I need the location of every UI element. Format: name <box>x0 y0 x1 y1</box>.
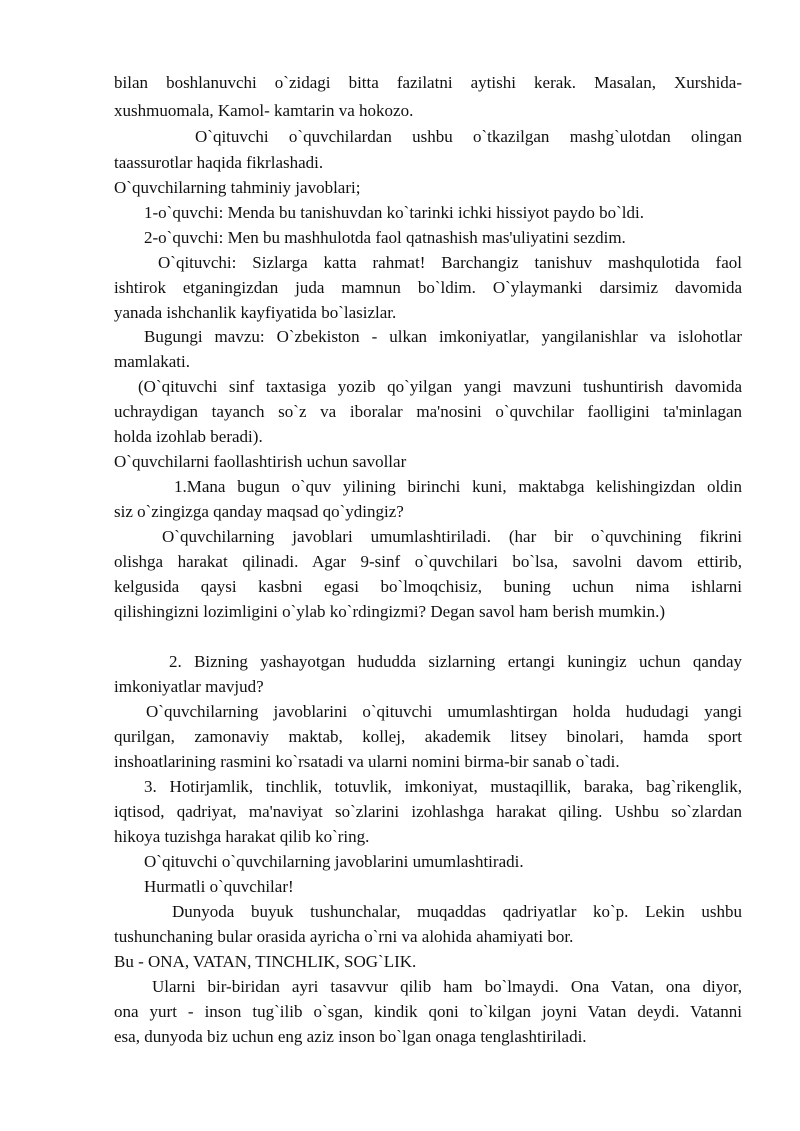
text-line: esa, dunyoda biz uchun eng aziz inson bo`lgan onaga tenglashtiriladi. <box>114 1027 587 1046</box>
text-line: Bugungi mavzu: O`zbekiston - ulkan imkoniyatlar, yangilanishlar va islohotlar <box>144 327 742 346</box>
text-line: 2. Bizning yashayotgan hududda sizlarning ertangi kuningiz uchun qanday <box>169 652 742 671</box>
text-line: (O`qituvchi sinf taxtasiga yozib qo`yilgan yangi mavzuni tushuntirish davomida <box>138 377 742 396</box>
text-line: O`quvchilarning javoblarini o`qituvchi umumlashtirgan holda hududagi yangi <box>146 702 742 721</box>
text-line: imkoniyatlar mavjud? <box>114 677 264 696</box>
text-line: tushunchaning bular orasida ayricha o`rni va alohida ahamiyati bor. <box>114 927 574 946</box>
text-line: yanada ishchanlik kayfiyatida bo`lasizlar. <box>114 303 397 322</box>
text-line: bilan boshlanuvchi o`zidagi bitta fazilatni aytishi kerak. Masalan, Xurshida- <box>114 73 742 92</box>
text-line: 1-o`quvchi: Menda bu tanishuvdan ko`tarinki ichki hissiyot paydo bo`ldi. <box>144 203 645 222</box>
text-line: iqtisod, qadriyat, ma'naviyat so`zlarini izohlashga harakat qiling. Ushbu so`zlardan <box>114 802 742 821</box>
text-line: xushmuomala, Kamol- kamtarin va hokozo. <box>114 101 414 120</box>
text-line: O`quvchilarni faollashtirish uchun savollar <box>114 452 407 471</box>
text-line: hikoya tuzishga harakat qilib ko`ring. <box>114 827 370 846</box>
text-line: qilishingizni lozimligini o`ylab ko`rdingizmi? Degan savol ham berish mumkin.) <box>114 602 665 621</box>
text-line: 3. Hotirjamlik, tinchlik, totuvlik, imkoniyat, mustaqillik, baraka, bag`rikenglik, <box>144 777 742 796</box>
text-line: O`qituvchi o`quvchilarning javoblarini umumlashtiradi. <box>144 852 524 871</box>
text-line: Dunyoda buyuk tushunchalar, muqaddas qadriyatlar ko`p. Lekin ushbu <box>172 902 742 921</box>
text-line: O`qituvchi: Sizlarga katta rahmat! Barchangiz tanishuv mashqulotida faol <box>158 253 742 272</box>
text-line: olishga harakat qilinadi. Agar 9-sinf o`quvchilari bo`lsa, savolni davom ettirib, <box>114 552 742 571</box>
text-line: 2-o`quvchi: Men bu mashhulotda faol qatnashish mas'uliyatini sezdim. <box>144 228 626 247</box>
text-line: taassurotlar haqida fikrlashadi. <box>114 153 324 172</box>
text-line: O`quvchilarning tahminiy javoblari; <box>114 178 361 197</box>
text-line: siz o`zingizga qanday maqsad qo`ydingiz? <box>114 502 404 521</box>
text-line: ona yurt - inson tug`ilib o`sgan, kindik qoni to`kilgan joyni Vatan deydi. Vatanni <box>114 1002 742 1021</box>
text-line: O`qituvchi o`quvchilardan ushbu o`tkazilgan mashg`ulotdan olingan <box>195 127 742 146</box>
text-line: uchraydigan tayanch so`z va iboralar ma'nosini o`quvchilar faolligini ta'minlagan <box>114 402 742 421</box>
text-line: qurilgan, zamonaviy maktab, kollej, akademik litsey binolari, hamda sport <box>114 727 742 746</box>
text-line: Ularni bir-biridan ayri tasavvur qilib ham bo`lmaydi. Ona Vatan, ona diyor, <box>152 977 742 996</box>
text-line: kelgusida qaysi kasbni egasi bo`lmoqchisiz, buning uchun nima ishlarni <box>114 577 742 596</box>
text-line: ishtirok etganingizdan juda mamnun bo`ldim. O`ylaymanki darsimiz davomida <box>114 278 742 297</box>
text-line: inshoatlarining rasmini ko`rsatadi va ularni nomini birma-bir sanab o`tadi. <box>114 752 620 771</box>
text-line: Hurmatli o`quvchilar! <box>144 877 294 896</box>
text-line: 1.Mana bugun o`quv yilining birinchi kuni, maktabga kelishingizdan oldin <box>174 477 742 496</box>
text-line: holda izohlab beradi). <box>114 427 263 446</box>
text-line: Bu - ONA, VATAN, TINCHLIK, SOG`LIK. <box>114 952 417 971</box>
text-line: O`quvchilarning javoblari umumlashtiriladi. (har bir o`quvchining fikrini <box>162 527 742 546</box>
text-line: mamlakati. <box>114 352 191 371</box>
